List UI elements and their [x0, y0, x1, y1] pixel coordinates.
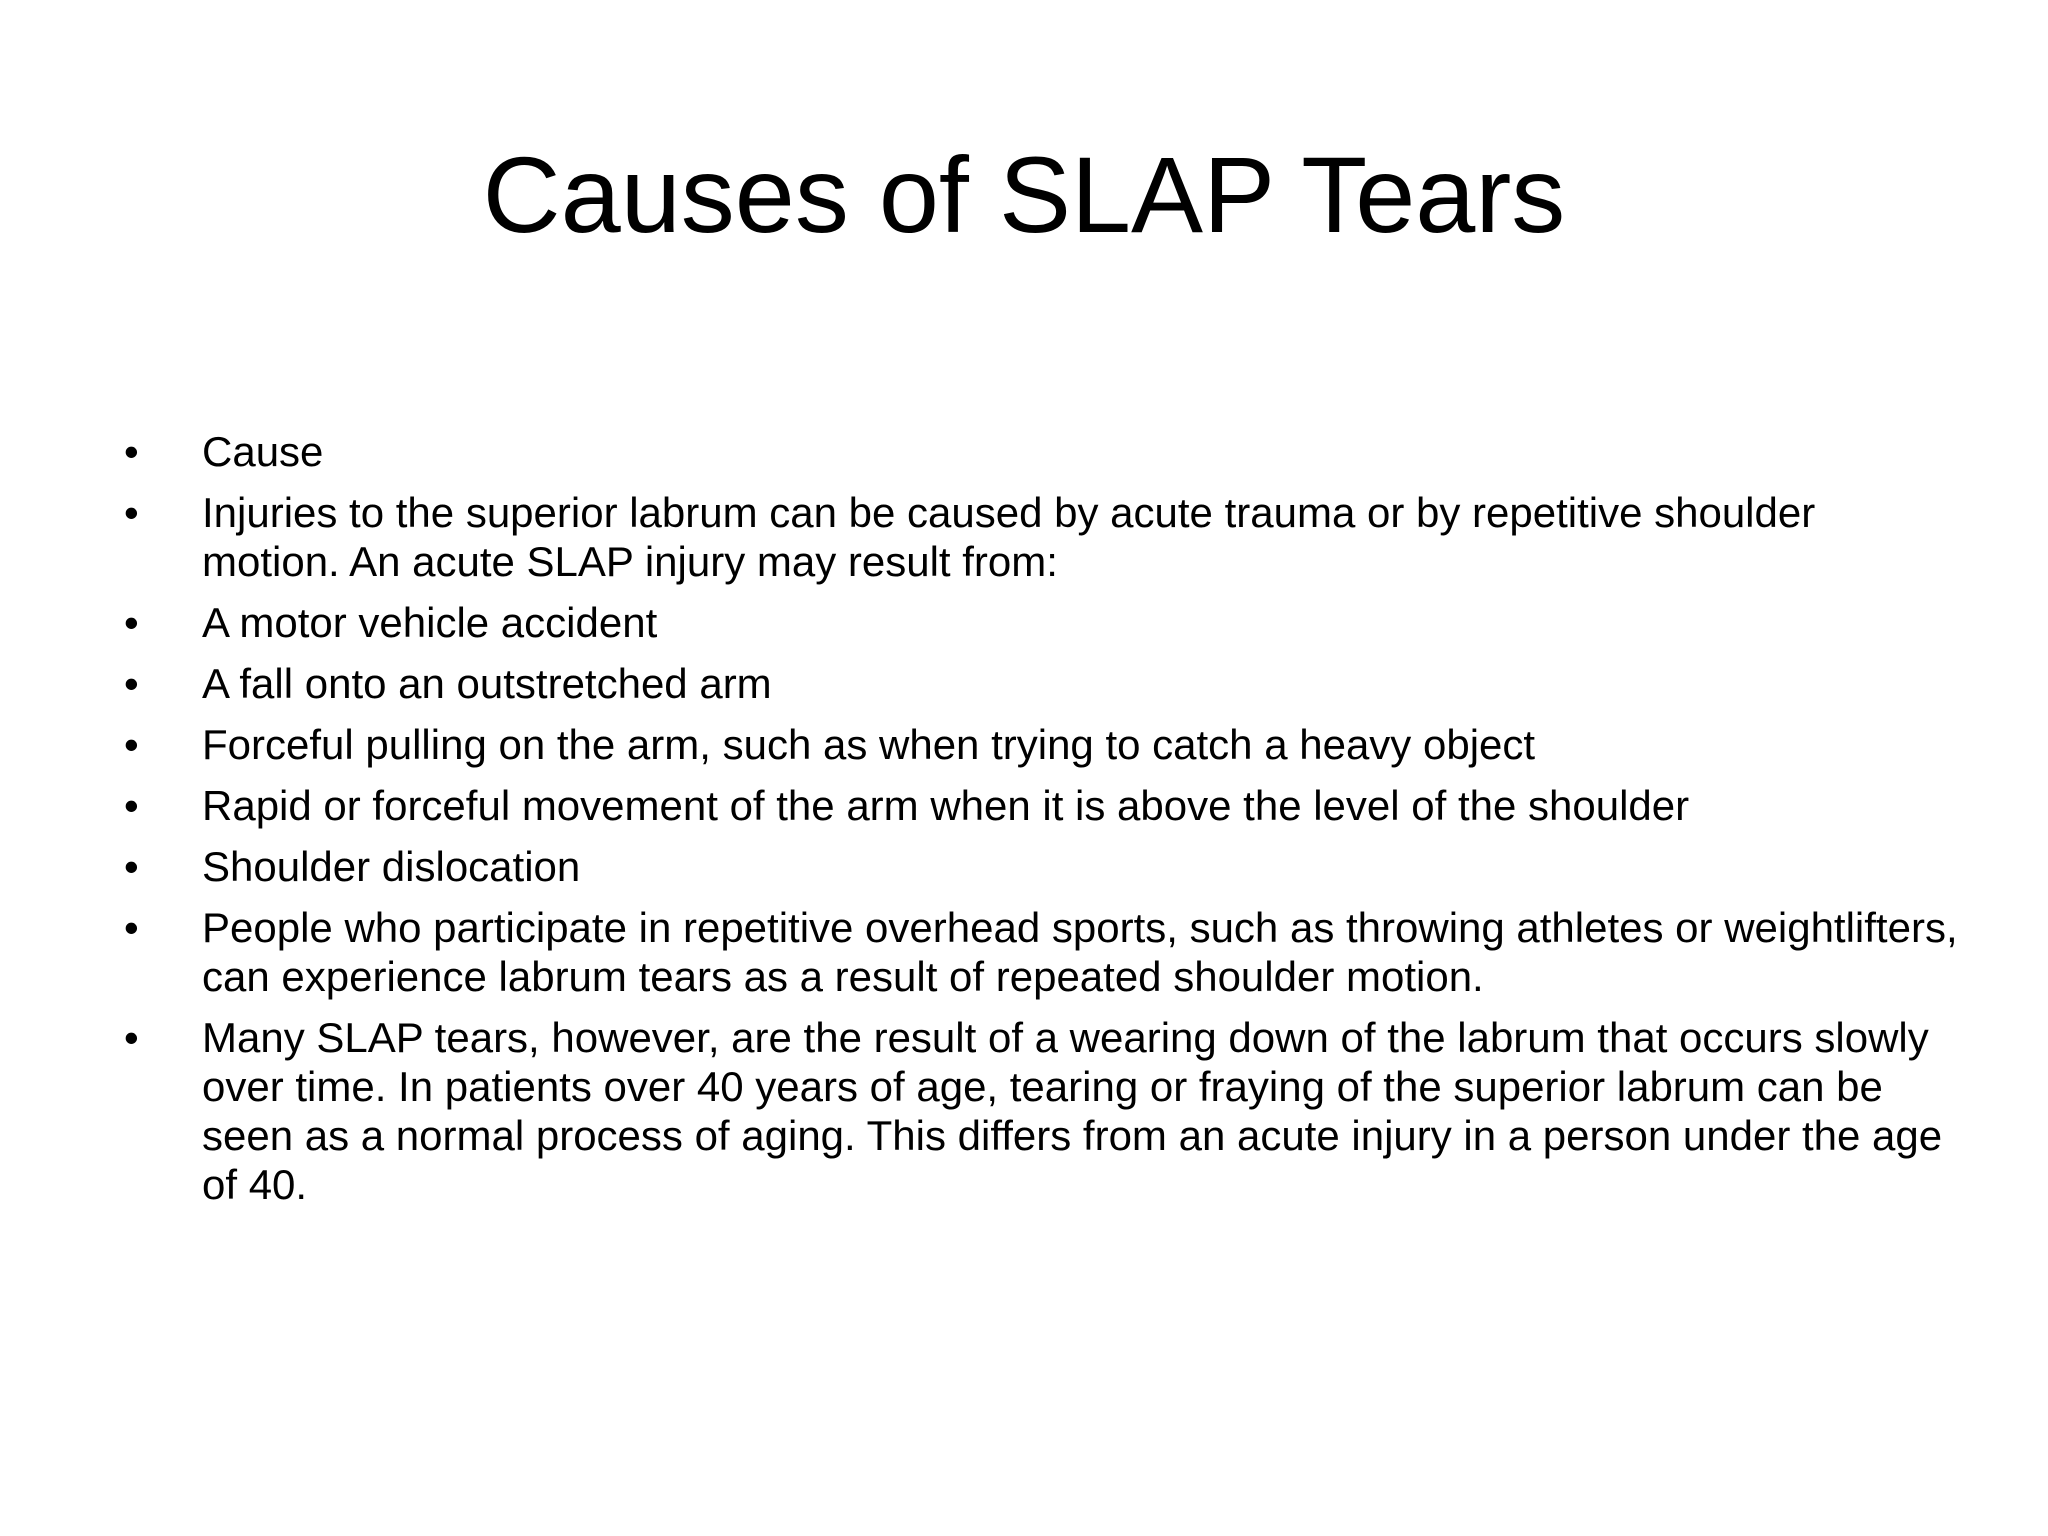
bullet-item [120, 598, 1960, 647]
bullet-icon: • [124, 782, 139, 829]
bullet-item [120, 659, 1960, 708]
bullet-item [120, 903, 1960, 1001]
bullet-item [120, 720, 1960, 769]
bullet-text: Many SLAP tears, however, are the result of a wearing down of the labrum that occurs slowly over time. In patients over 40 years of age, tearing or fraying of the superior labrum can be seen as a normal process of aging. This differs from an acute injury in a person under the age of 40. [202, 1014, 1943, 1208]
bullet-list [120, 427, 1960, 1221]
bullet-text: A fall onto an outstretched arm [202, 660, 772, 707]
bullet-text: Injuries to the superior labrum can be caused by acute trauma or by repetitive shoulder motion. An acute SLAP injury may result from: [202, 489, 1816, 585]
bullet-item [120, 781, 1960, 830]
bullet-item [120, 1013, 1960, 1209]
bullet-icon: • [124, 599, 139, 646]
bullet-item [120, 488, 1960, 586]
bullet-text: A motor vehicle accident [202, 599, 658, 646]
bullet-item [120, 427, 1960, 476]
bullet-icon: • [124, 843, 139, 890]
bullet-icon: • [124, 489, 139, 536]
bullet-icon: • [124, 660, 139, 707]
bullet-item [120, 842, 1960, 891]
bullet-icon: • [124, 1014, 139, 1061]
bullet-text: Cause [202, 428, 324, 475]
slide-title: Causes of SLAP Tears [482, 134, 1566, 255]
bullet-text: Rapid or forceful movement of the arm when it is above the level of the shoulder [202, 782, 1690, 829]
bullet-text: People who participate in repetitive overhead sports, such as throwing athletes or weightlifters, can experience labrum tears as a result of repeated shoulder motion. [202, 904, 1958, 1000]
bullet-icon: • [124, 721, 139, 768]
bullet-icon: • [124, 428, 139, 475]
bullet-text: Shoulder dislocation [202, 843, 581, 890]
bullet-text: Forceful pulling on the arm, such as when trying to catch a heavy object [202, 721, 1536, 768]
bullet-icon: • [124, 904, 139, 951]
